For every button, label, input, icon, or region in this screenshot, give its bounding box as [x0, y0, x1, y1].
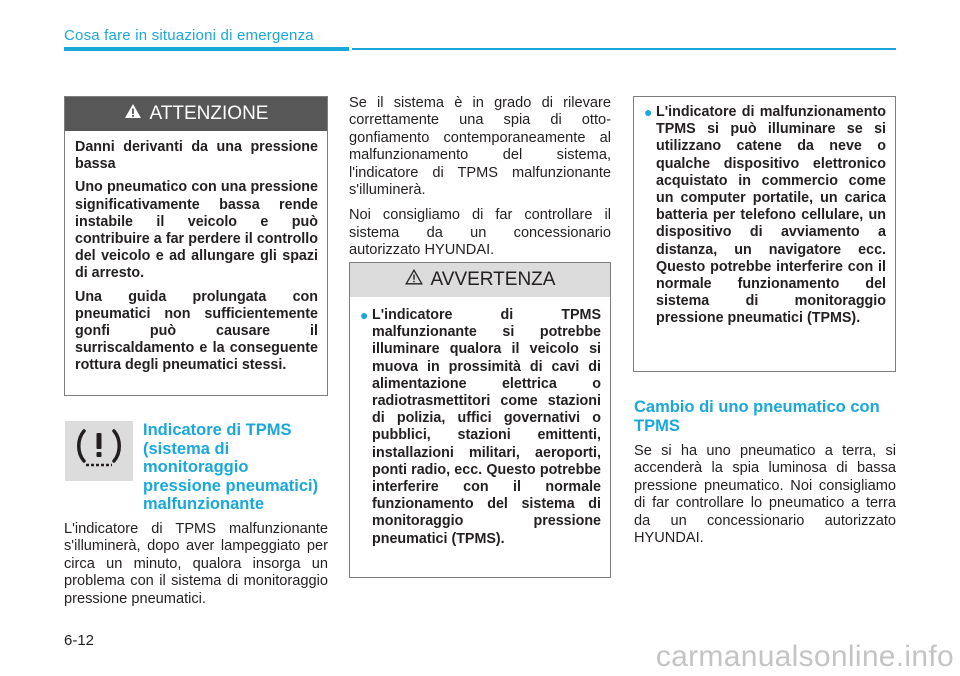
section-title: Cosa fare in situazioni di emergenza: [64, 27, 314, 44]
cambio-section: [634, 398, 896, 555]
bullet-dot-icon: ●: [644, 104, 653, 120]
tpms-body-block: [64, 521, 328, 616]
avvertenza-box: [349, 262, 611, 578]
cambio-body: Se si ha uno pneumatico a terra, si accenderà la spia luminosa di bassa pressione pneumatico. Noi consigliamo di far controllare lo pneumatico a terra da un concessionario autorizzato HYUNDAI.: [634, 443, 896, 547]
tpms-warning-icon: [74, 427, 124, 476]
cambio-heading: Cambio di uno pneumatico con TPMS: [634, 398, 880, 435]
avvertenza-bullet-text: L'indicatore di TPMS malfunzionante si potrebbe illuminare qualora il veicolo si muova in prossimità di cavi di alimentazione elettrica o radiotrasmettitori come stazioni di polizia, uffici governativi o pubblici, stazioni emittenti, installazioni militari, aeroporti, ponti radio, ecc. Questo potrebbe interferire con il normale funzionamento del sistema di monitoraggio pressione pneumatici (TPMS).: [372, 307, 601, 547]
attenzione-box: [64, 96, 328, 396]
right-bullet-item: [644, 104, 886, 328]
tpms-heading: Indicatore di TPMS (sistema di monitoraggio pressione pneumatici) malfunzionante: [143, 421, 319, 513]
tpms-icon-tile: [65, 421, 133, 481]
warning-triangle-icon: [405, 269, 423, 291]
avvertenza-header: [350, 263, 610, 297]
attenzione-header: [65, 97, 327, 131]
middle-para-1: Se il sistema è in grado di rilevare correttamente una spia di otto-gonfiamento contemporaneamente al malfunzionamento del sistema, l'indicatore di TPMS malfunzionante s'illuminerà.: [349, 95, 611, 199]
avvertenza-title: AVVERTENZA: [430, 269, 556, 290]
attenzione-para-3: Una guida prolungata con pneumatici non sufficientemente gonfi può causare il surriscaldamento e la conseguente rottura degli pneumatici stessi.: [75, 288, 318, 374]
watermark-text: carmanualsonline.info: [655, 640, 954, 673]
warning-triangle-icon: [124, 103, 142, 125]
attenzione-para-2: Uno pneumatico con una pressione significativamente bassa rende instabile il veicolo e può contribuire a far perdere il controllo del veicolo e ad allungare gli spazi di arresto.: [75, 179, 318, 282]
tpms-note-box: [633, 96, 896, 372]
avvertenza-bullet-item: [360, 307, 601, 548]
attenzione-para-1: Danni derivanti da una pressione bassa: [75, 139, 318, 173]
right-bullet-text: L'indicatore di malfunzionamento TPMS si può illuminare se si utilizzano catene da neve o qualche dispositivo elettronico acquistato in commercio come un computer portatile, un carica batteria per telefono cellulare, un dispositivo di avviamento a distanza, un navigatore ecc. Questo potrebbe interferire con il normale funzionamento del sistema di monitoraggio pressione pneumatici (TPMS).: [656, 104, 886, 327]
tpms-body: L'indicatore di TPMS malfunzionante s'illuminerà, dopo aver lampeggiato per circa un minuto, qualora insorga un problema con il sistema di monitoraggio pressione pneumatici.: [64, 521, 328, 607]
header-rule-thick: [64, 47, 349, 51]
attenzione-title: ATTENZIONE: [149, 103, 269, 124]
middle-column-text: [349, 95, 611, 268]
bullet-dot-icon: ●: [360, 307, 369, 323]
page-number: 6-12: [64, 632, 95, 649]
header-rule-thin: [352, 48, 896, 50]
middle-para-2: Noi consigliamo di far controllare il sistema da un concessionario autorizzato HYUNDAI.: [349, 207, 611, 259]
tpms-heading-block: [143, 421, 328, 514]
